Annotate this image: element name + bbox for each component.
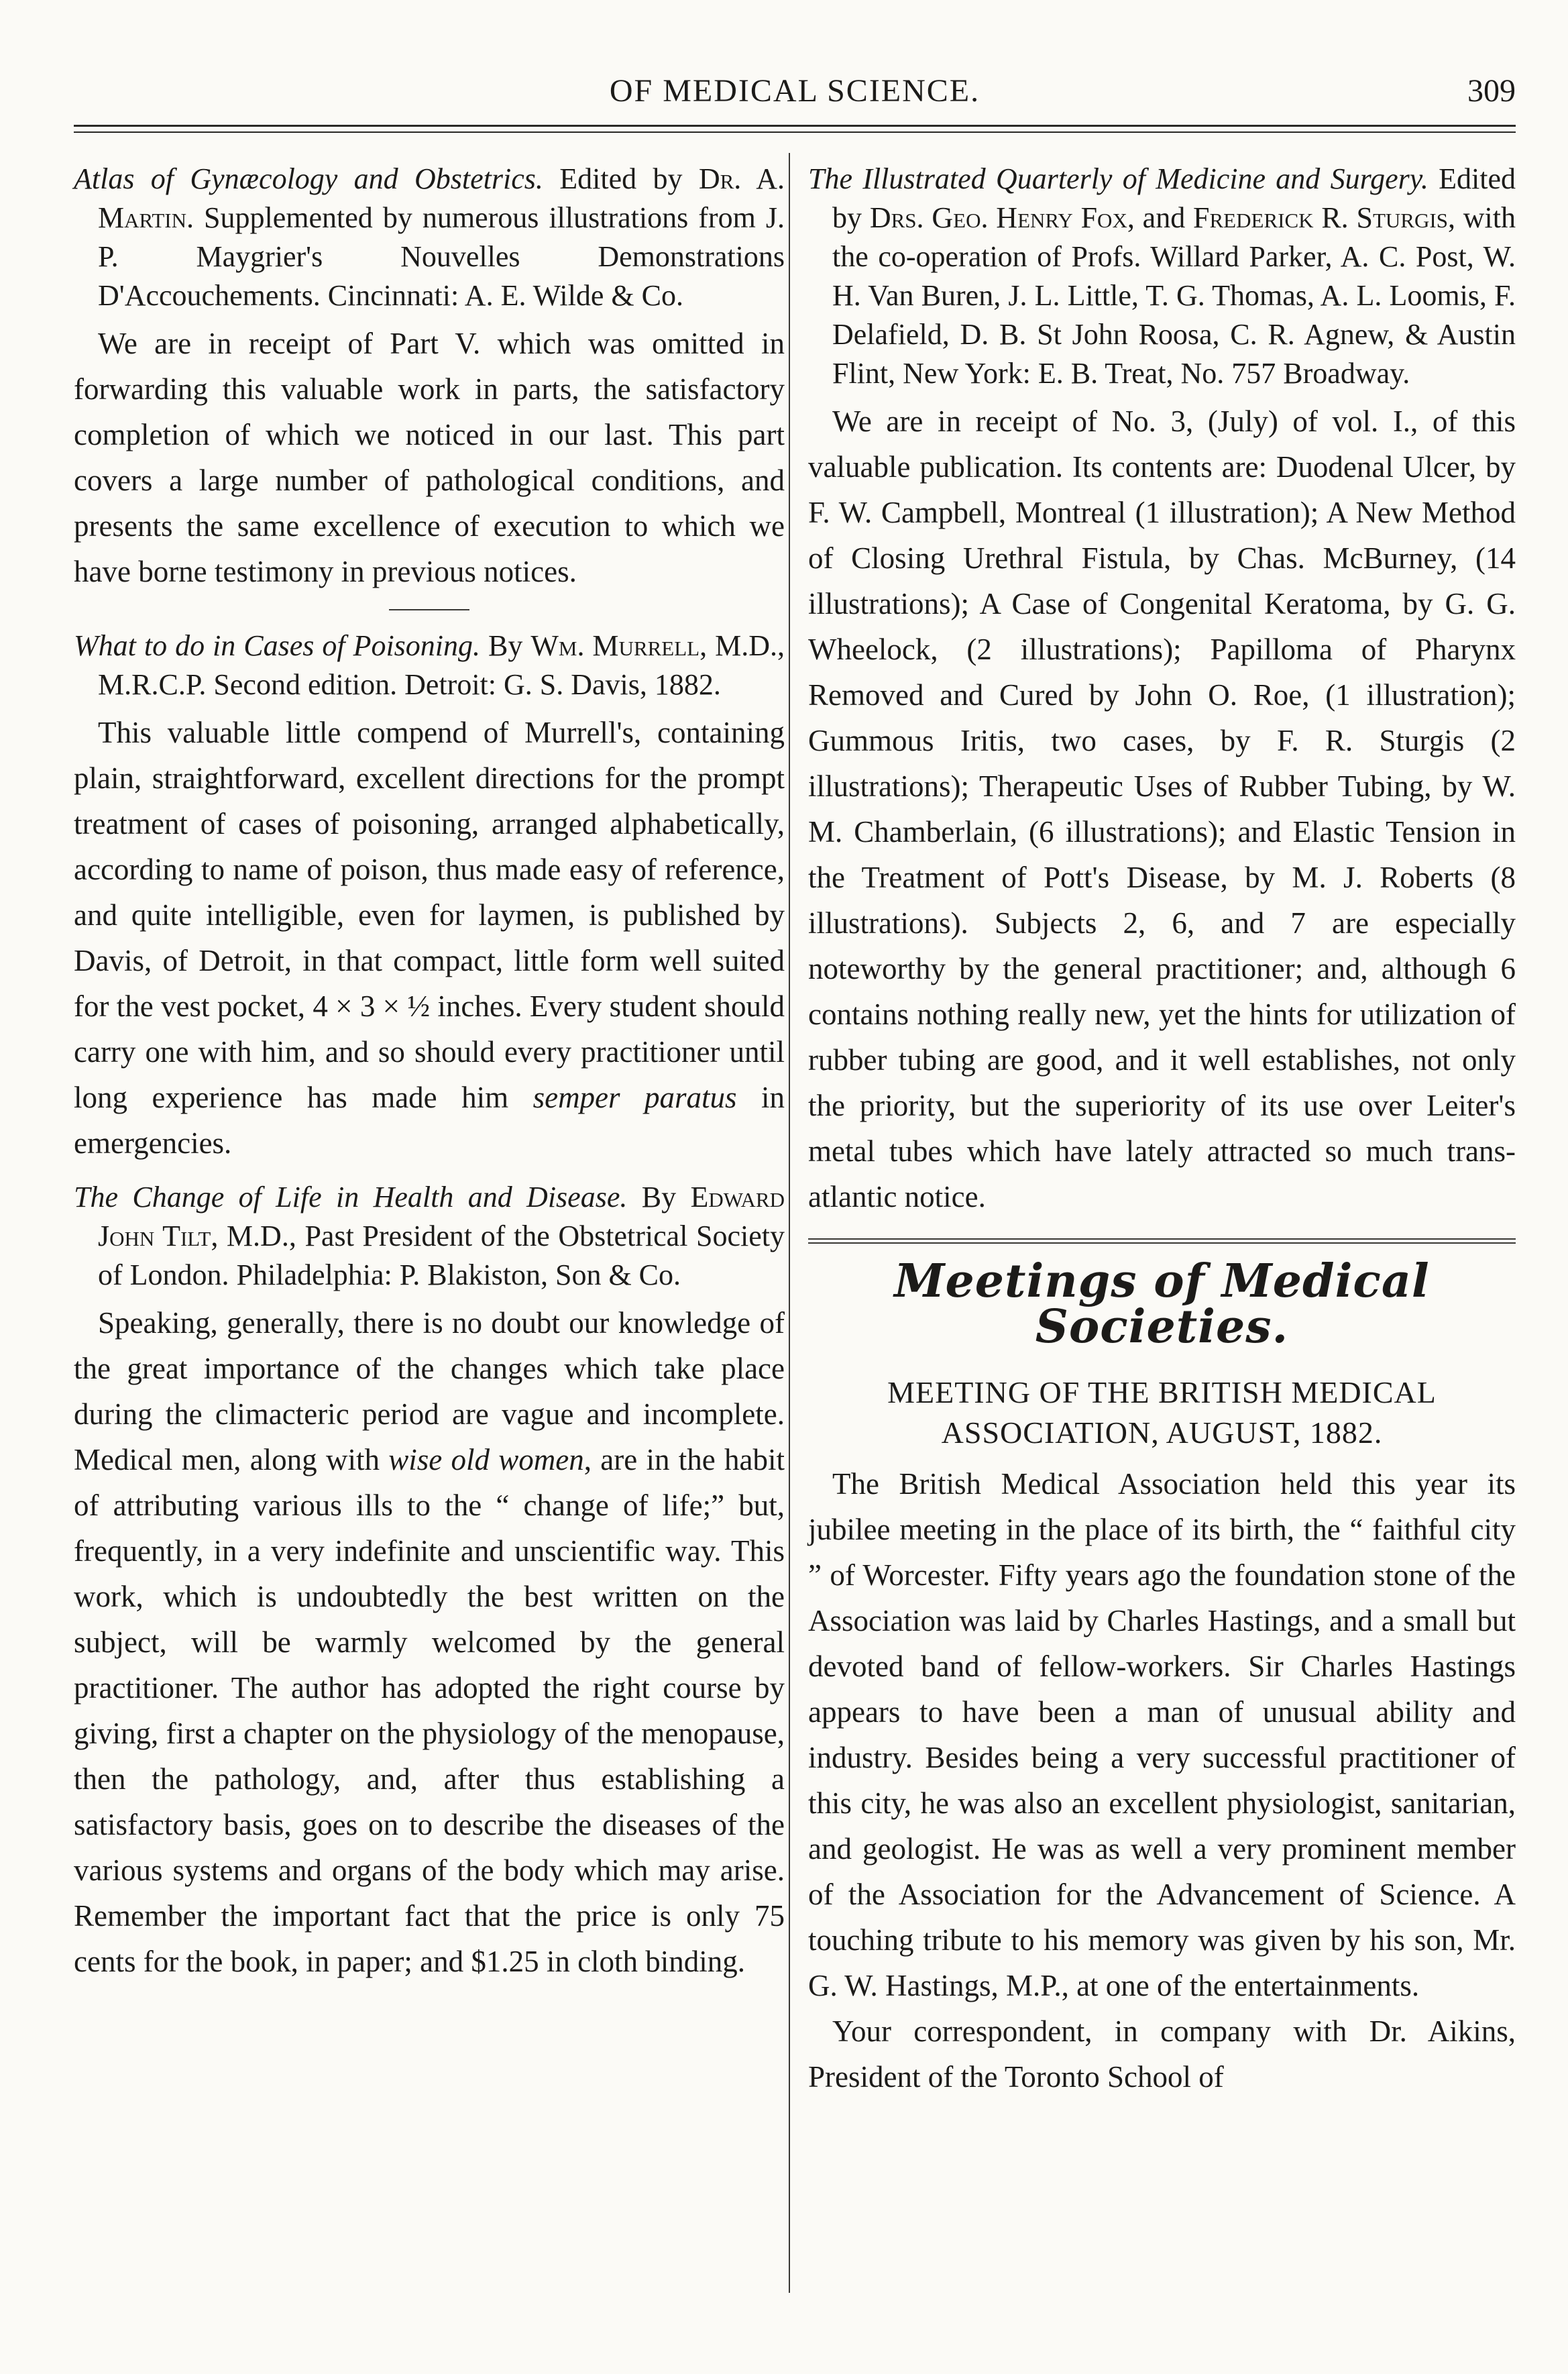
- review-title: Atlas of Gynæcology and Obstetrics.: [74, 162, 543, 195]
- page-number: 309: [1467, 73, 1516, 109]
- section-divider: [389, 609, 469, 610]
- body-text: , are in the habit of attributing various ills to the “ change of life;” but, frequently, in a very indefinite and unscientific way. This work, which is undoubtedly the best written on the subject, will be warmly welcomed by the general practitioner. The author has adopted the right course by giving, first a chapter on the physiology of the menopause, then the pathology, and, after thus establishing a satisfactory basis, goes on to describe the diseases of the various systems and organs of the body which may arise. Remember the important fact that the price is only 75 cents for the book, in paper; and $1.25 in cloth binding.: [74, 1443, 785, 1978]
- right-column: [808, 160, 1516, 2100]
- header-rule: [74, 125, 1516, 127]
- review-title: The Illustrated Quarterly of Medicine and Surgery.: [808, 162, 1429, 195]
- review-body: We are in receipt of Part V. which was omitted in forwarding this valuable work in parts, the satisfactory completion of which we noticed in our last. This part covers a large number of pathological conditions, and presents the same excellence of execution to which we have borne testimony in previous notices.: [74, 327, 785, 588]
- section-rule: [808, 1238, 1516, 1240]
- review-body: We are in receipt of No. 3, (July) of vol. I., of this valuable publication. Its contents are: Duodenal Ulcer, by F. W. Campbell, Montreal (1 illustration); A New Method of Closing Urethral Fistula, by Chas. McBurney, (14 illustrations); A Case of Congenital Keratoma, by G. G. Wheelock, (2 illustrations); Papilloma of Pharynx Removed and Cured by John O. Roe, (1 illustration); Gummous Iritis, two cases, by F. R. Sturgis (2 illustrations); Therapeutic Uses of Rubber Tubing, by W. M. Chamberlain, (6 illustrations); and Elastic Tension in the Treatment of Pott's Disease, by M. J. Roberts (8 illustrations). Subjects 2, 6, and 7 are especially noteworthy by the general practitioner; and, although 6 contains nothing really new, yet the hints for utilization of rubber tubing are good, and it well establishes, not only the priority, but the superiority of its use over Leiter's metal tubes which have lately attracted so much trans-atlantic notice.: [808, 404, 1516, 1213]
- body-emphasis: semper paratus: [533, 1081, 737, 1114]
- article-paragraph: Your correspondent, in company with Dr. Aikins, President of the Toronto School of: [808, 2014, 1516, 2094]
- review-title: What to do in Cases of Poisoning.: [74, 629, 481, 662]
- review-body: [74, 710, 785, 1166]
- review-poisoning: [74, 627, 785, 1166]
- left-column: [74, 160, 785, 1984]
- review-change-of-life: [74, 1178, 785, 1984]
- section-rule: [808, 1242, 1516, 1244]
- body-emphasis: wise old women: [388, 1443, 584, 1476]
- review-citation: [74, 1178, 785, 1295]
- citation-text: Edited by: [832, 162, 1516, 234]
- citation-text: By: [480, 629, 531, 662]
- body-text: in emergencies.: [74, 1081, 785, 1160]
- citation-text: By: [627, 1181, 691, 1213]
- article-paragraph: The British Medical Association held this year its jubilee meeting in the place of its birth, the “ faithful city ” of Worcester. Fifty years ago the foundation stone of the Association was laid by Charles Hastings, and a small but devoted band of fellow-workers. Sir Charles Hastings appears to have been a man of unusual ability and industry. Besides being a very successful practitioner of this city, he was also an excellent physiologist, sanitarian, and geologist. He was as well a very prominent member of the Association for the Advancement of Science. A touching tribute to his memory was given by his son, Mr. G. W. Hastings, M.P., at one of the entertainments.: [808, 1467, 1516, 2002]
- review-citation: [808, 160, 1516, 393]
- review-body: [74, 1300, 785, 1984]
- review-author: Frederick R. Sturgis: [1193, 201, 1448, 234]
- section-title: Meetings of Medical Societies.: [894, 1254, 1430, 1354]
- review-author: Drs. Geo. Henry Fox: [869, 201, 1127, 234]
- body-text: Speaking, generally, there is no doubt our knowledge of the great importance of the changes which take place during the climacteric period are vague and incomplete. Medical men, along with: [74, 1306, 785, 1476]
- header-rule-double: [74, 131, 1516, 133]
- citation-text: , and: [1127, 201, 1194, 234]
- review-citation: [74, 627, 785, 704]
- review-author: Dr. A. Martin: [98, 162, 785, 234]
- review-atlas-gynaecology: [74, 160, 785, 594]
- running-title: OF MEDICAL SCIENCE.: [609, 73, 981, 109]
- meeting-article: [808, 1372, 1516, 2100]
- review-title: The Change of Life in Health and Disease.: [74, 1181, 628, 1213]
- review-author: Edward John Tilt: [98, 1181, 785, 1252]
- page-header: [74, 72, 1516, 119]
- citation-text: , with the co-operation of Profs. Willard Parker, A. C. Post, W. H. Van Buren, J. L. Little, T. G. Thomas, A. L. Loomis, F. Delafield, D. B. St John Roosa, C. R. Agnew, & Austin Flint, New York: E. B. Treat, No. 757 Broadway.: [832, 201, 1516, 390]
- citation-text: Edited by: [543, 162, 699, 195]
- review-citation: [74, 160, 785, 315]
- citation-text: . Supplemented by numerous illustrations from J. P. Maygrier's Nouvelles Demonstrations D'Accouchements. Cincinnati: A. E. Wilde & Co.: [98, 201, 785, 312]
- body-text: This valuable little compend of Murrell's, containing plain, straightforward, excellent directions for the prompt treatment of cases of poisoning, arranged alphabetically, according to name of poison, thus made easy of reference, and quite intelligible, even for laymen, is published by Davis, of Detroit, in that compact, little form well suited for the vest pocket, 4 × 3 × ½ inches. Every student should carry one with him, and so should every practitioner until long experience has made him: [74, 716, 785, 1114]
- review-illustrated-quarterly: [808, 160, 1516, 1220]
- review-author: Wm. Murrell: [530, 629, 700, 662]
- citation-text: , M.D., M.R.C.P. Second edition. Detroit: G. S. Davis, 1882.: [98, 629, 785, 701]
- column-divider: [789, 153, 790, 2293]
- article-heading: MEETING OF THE BRITISH MEDICAL ASSOCIATION, AUGUST, 1882.: [887, 1375, 1437, 1450]
- citation-text: , M.D., Past President of the Obstetrical Society of London. Philadelphia: P. Blakiston, Son & Co.: [98, 1220, 785, 1291]
